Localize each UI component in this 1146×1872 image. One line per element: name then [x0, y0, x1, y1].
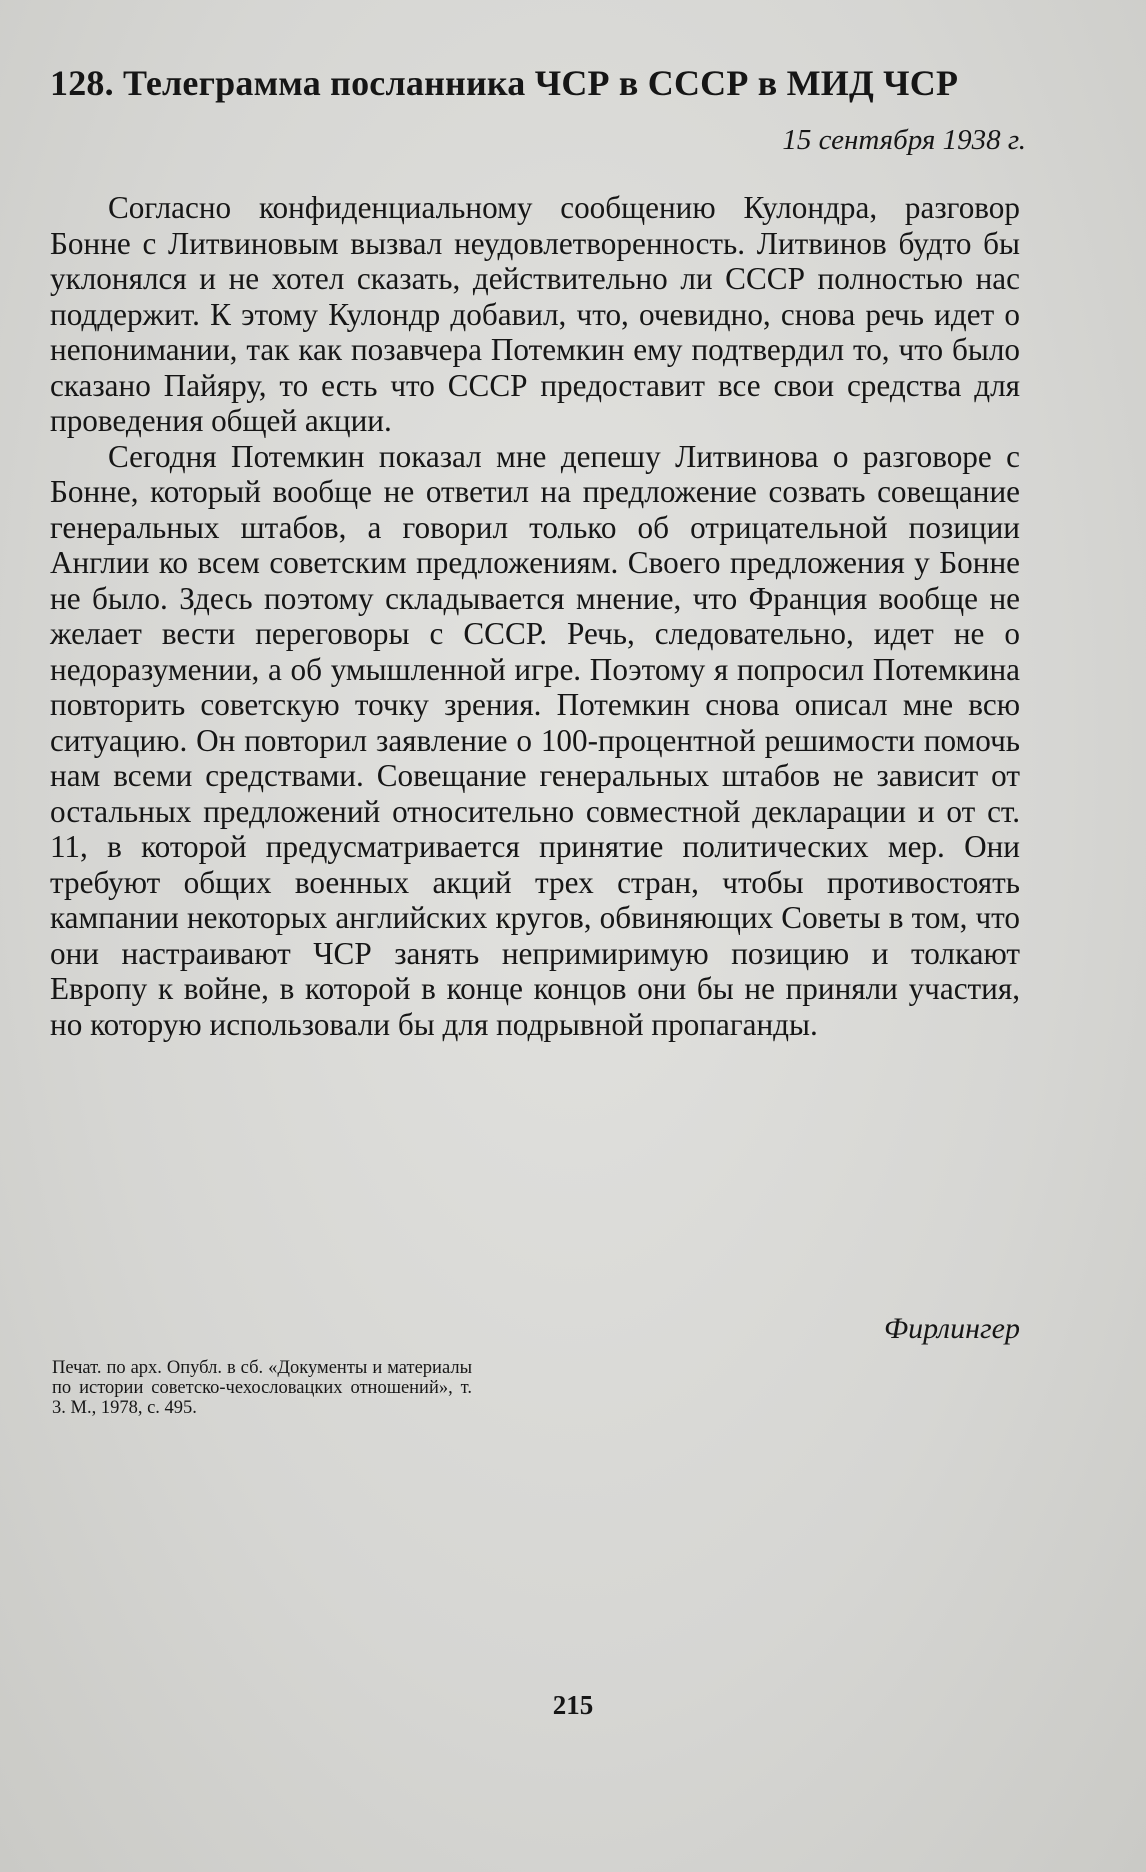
source-note: Печат. по арх. Опубл. в сб. «Документы и материалы по истории советско-чехословацких отношений», т. 3. М., 1978, с. 495. — [52, 1358, 472, 1418]
page-number: 215 — [552, 1690, 594, 1720]
document-heading: 128. Телеграмма посланника ЧСР в СССР в МИД ЧСР — [50, 63, 959, 103]
document-body — [50, 190, 1020, 1042]
document-date: 15 сентября 1938 г. — [782, 124, 1026, 156]
body-paragraph-1: Согласно конфиденциальному сообщению Кулондра, разговор Бонне с Литвиновым вызвал неудовлетворенность. Литвинов будто бы уклонялся и не хотел сказать, действительно ли СССР полностью нас поддержит. К этому Кулондр добавил, что, очевидно, снова речь идет о непонимании, так как позавчера Потемкин ему подтвердил то, что было сказано Пайяру, то есть что СССР предоставит все свои средства для проведения общей акции. — [50, 190, 1020, 438]
signature: Фирлингер — [884, 1312, 1020, 1345]
body-paragraph-2: Сегодня Потемкин показал мне депешу Литвинова о разговоре с Бонне, который вообще не ответил на предложение созвать совещание генеральных штабов, а говорил только об отрицательной позиции Англии ко всем советским предложениям. Своего предложения у Бонне не было. Здесь поэтому складывается мнение, что Франция вообще не желает вести переговоры с СССР. Речь, следовательно, идет не о недоразумении, а об умышленной игре. Поэтому я попросил Потемкина повторить советскую точку зрения. Потемкин снова описал мне всю ситуацию. Он повторил заявление о 100-процентной решимости помочь нам всеми средствами. Совещание генеральных штабов не зависит от остальных предложений относительно совместной декларации и от ст. 11, в которой предусматривается принятие политических мер. Они требуют общих военных акций трех стран, чтобы противостоять кампании некоторых английских кругов, обвиняющих Советы в том, что они настраивают ЧСР занять непримиримую позицию и толкают Европу к войне, в которой в конце концов они бы не приняли участия, но которую использовали бы для подрывной пропаганды. — [50, 438, 1020, 1042]
